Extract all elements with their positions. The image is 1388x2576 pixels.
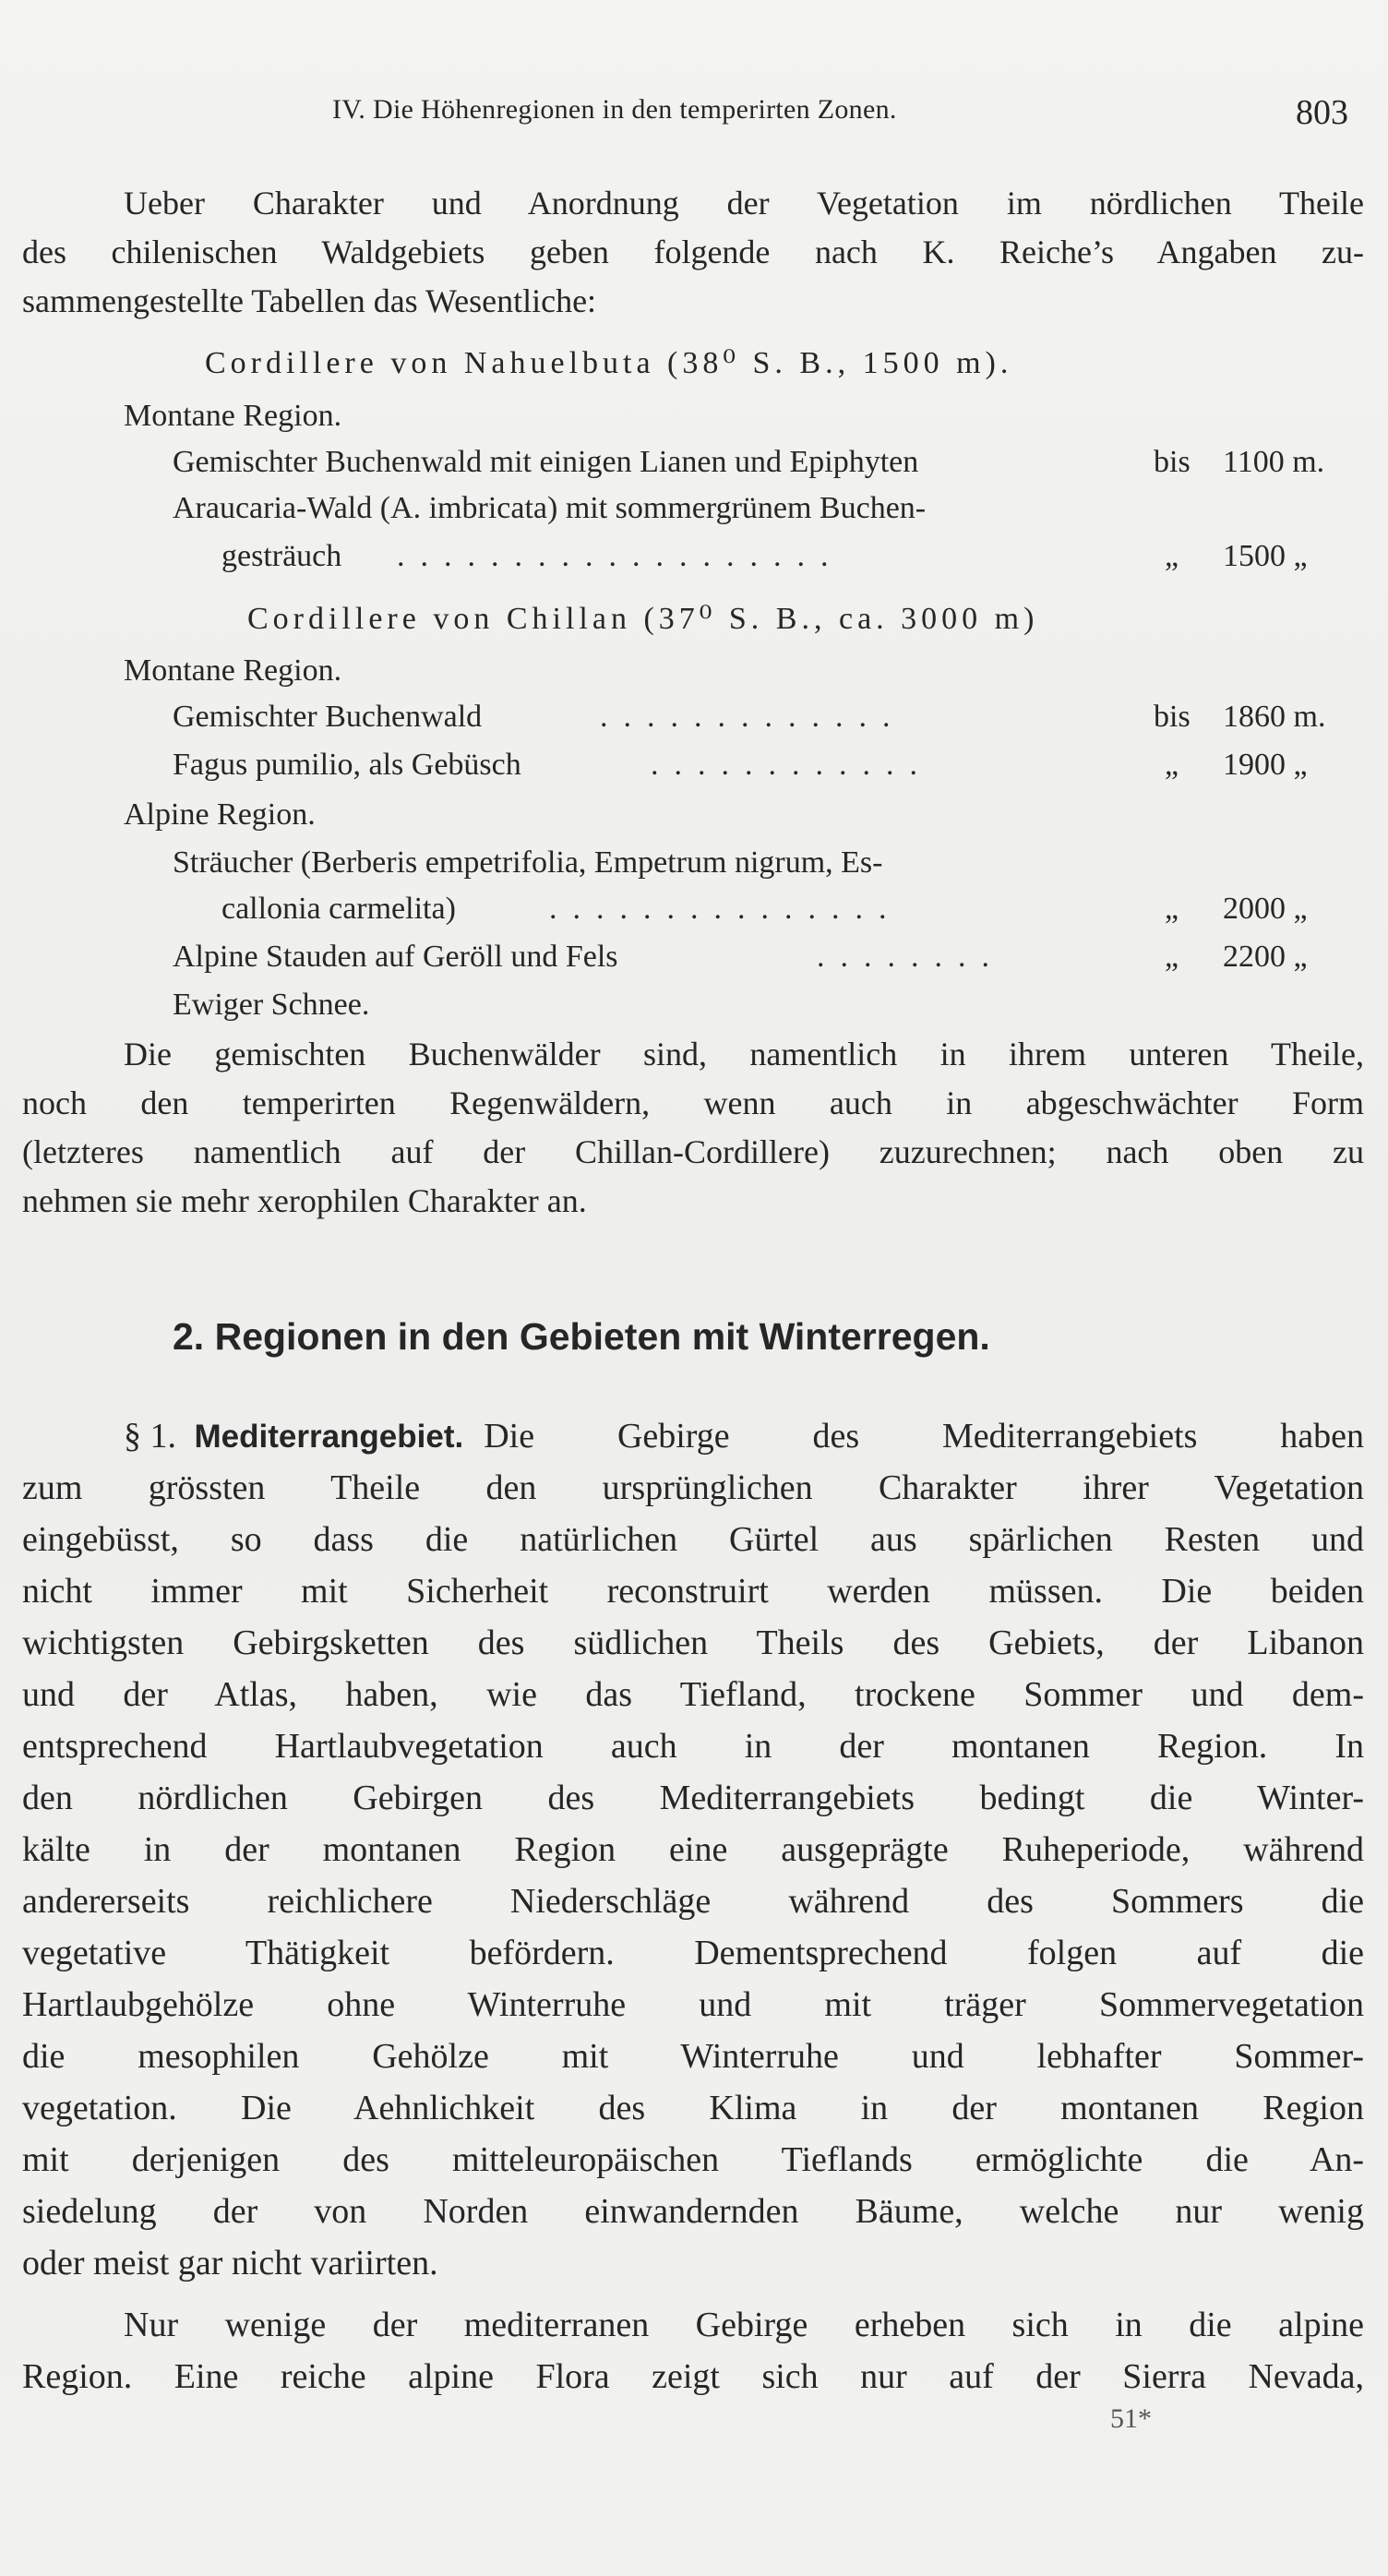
text-line: Ueber Charakter und Anordnung der Vegetation im nördlichen Theile: [124, 185, 1364, 222]
text-line: siedelung der von Norden einwandernden Bäume, welche nur wenig: [22, 2192, 1364, 2231]
row-label: Gemischter Buchenwald mit einigen Lianen und Epiphyten: [173, 445, 919, 479]
text-line: nehmen sie mehr xerophilen Charakter an.: [22, 1182, 587, 1219]
text-line: Nur wenige der mediterranen Gebirge erheben sich in die alpine: [124, 2306, 1364, 2344]
text-line: Die Gebirge des Mediterrangebiets haben: [484, 1417, 1364, 1456]
section-heading: 2. Regionen in den Gebieten mit Winterregen.: [173, 1315, 990, 1358]
dot-leader: . . . . . . . . . . . .: [651, 748, 917, 782]
text-line: Die gemischten Buchenwälder sind, namentlich in ihrem unteren Theile,: [124, 1036, 1364, 1072]
row-prefix: „: [1165, 748, 1179, 782]
text-line: die mesophilen Gehölze mit Winterruhe und lebhafter Sommer-: [22, 2037, 1364, 2076]
text-line: wichtigsten Gebirgsketten des südlichen Theils des Gebiets, der Libanon: [22, 1623, 1364, 1662]
row-value: 1100 m.: [1223, 445, 1325, 479]
row-label: Gemischter Buchenwald: [173, 700, 483, 734]
text-line: und der Atlas, haben, wie das Tiefland, trockene Sommer und dem-: [22, 1675, 1364, 1714]
dot-leader: . . . . . . . .: [817, 940, 989, 974]
text-line: oder meist gar nicht variirten.: [22, 2244, 438, 2282]
text-line: nicht immer mit Sicherheit reconstruirt werden müssen. Die beiden: [22, 1572, 1364, 1611]
row-label: Araucaria-Wald (A. imbricata) mit sommergrünem Buchen-: [173, 491, 927, 525]
signature-mark: 51*: [1110, 2403, 1152, 2434]
row-prefix: „: [1165, 940, 1179, 974]
text-line: mit derjenigen des mitteleuropäischen Tieflands ermöglichte die An-: [22, 2140, 1364, 2179]
row-value: 2000 „: [1223, 892, 1308, 926]
region-label: Montane Region.: [124, 399, 342, 433]
text-line: den nördlichen Gebirgen des Mediterrangebiets bedingt die Winter-: [22, 1779, 1364, 1817]
region-label: Alpine Region.: [124, 797, 316, 832]
text-line: sammengestellte Tabellen das Wesentliche:: [22, 282, 597, 319]
row-value: 1500 „: [1223, 539, 1308, 573]
text-line: andererseits reichlichere Niederschläge während des Sommers die: [22, 1882, 1364, 1921]
text-line: Hartlaubgehölze ohne Winterruhe und mit träger Sommervegetation: [22, 1985, 1364, 2024]
text-line: noch den temperirten Regenwäldern, wenn auch in abgeschwächter Form: [22, 1084, 1364, 1121]
row-label: Fagus pumilio, als Gebüsch: [173, 748, 521, 782]
text-line: des chilenischen Waldgebiets geben folgende nach K. Reiche’s Angaben zu-: [22, 234, 1364, 270]
row-label: gesträuch: [221, 539, 342, 573]
page-number: 803: [1296, 93, 1348, 132]
dot-leader: . . . . . . . . . . . . . . .: [549, 892, 887, 926]
dot-leader: . . . . . . . . . . . . . . . . . . .: [397, 539, 829, 573]
text-line: kälte in der montanen Region eine ausgeprägte Ruheperiode, während: [22, 1830, 1364, 1869]
row-value: 1860 m.: [1223, 700, 1326, 734]
region-label: Montane Region.: [124, 653, 342, 688]
text-line: vegetation. Die Aehnlichkeit des Klima in der montanen Region: [22, 2089, 1364, 2127]
row-label: Alpine Stauden auf Geröll und Fels: [173, 940, 618, 974]
subsection-title: Mediterrangebiet.: [194, 1419, 464, 1455]
text-line: vegetative Thätigkeit befördern. Dementsprechend folgen auf die: [22, 1934, 1364, 1972]
row-value: 1900 „: [1223, 748, 1308, 782]
table-heading: Cordillere von Nahuelbuta (38⁰ S. B., 1500 m).: [205, 346, 1013, 380]
row-value: 2200 „: [1223, 940, 1308, 974]
row-label: Ewiger Schnee.: [173, 988, 370, 1022]
text-line: zum grössten Theile den ursprünglichen Charakter ihrer Vegetation: [22, 1468, 1364, 1507]
first-line: [124, 1410, 1364, 1464]
row-prefix: bis: [1154, 445, 1191, 479]
row-prefix: „: [1165, 892, 1179, 926]
table-heading: Cordillere von Chillan (37⁰ S. B., ca. 3000 m): [247, 602, 1039, 636]
text-line: eingebüsst, so dass die natürlichen Gürtel aus spärlichen Resten und: [22, 1520, 1364, 1559]
row-label: callonia carmelita): [221, 892, 456, 926]
section-mark: § 1.: [124, 1417, 176, 1456]
row-label: Sträucher (Berberis empetrifolia, Empetrum nigrum, Es-: [173, 845, 883, 880]
dot-leader: . . . . . . . . . . . . .: [600, 700, 891, 734]
text-line: entsprechend Hartlaubvegetation auch in der montanen Region. In: [22, 1727, 1364, 1766]
text-line: Region. Eine reiche alpine Flora zeigt sich nur auf der Sierra Nevada,: [22, 2357, 1364, 2396]
row-prefix: „: [1165, 539, 1179, 573]
running-header: IV. Die Höhenregionen in den temperirten Zonen.: [332, 94, 897, 125]
row-prefix: bis: [1154, 700, 1191, 734]
text-line: (letzteres namentlich auf der Chillan-Cordillere) zuzurechnen; nach oben zu: [22, 1133, 1364, 1170]
